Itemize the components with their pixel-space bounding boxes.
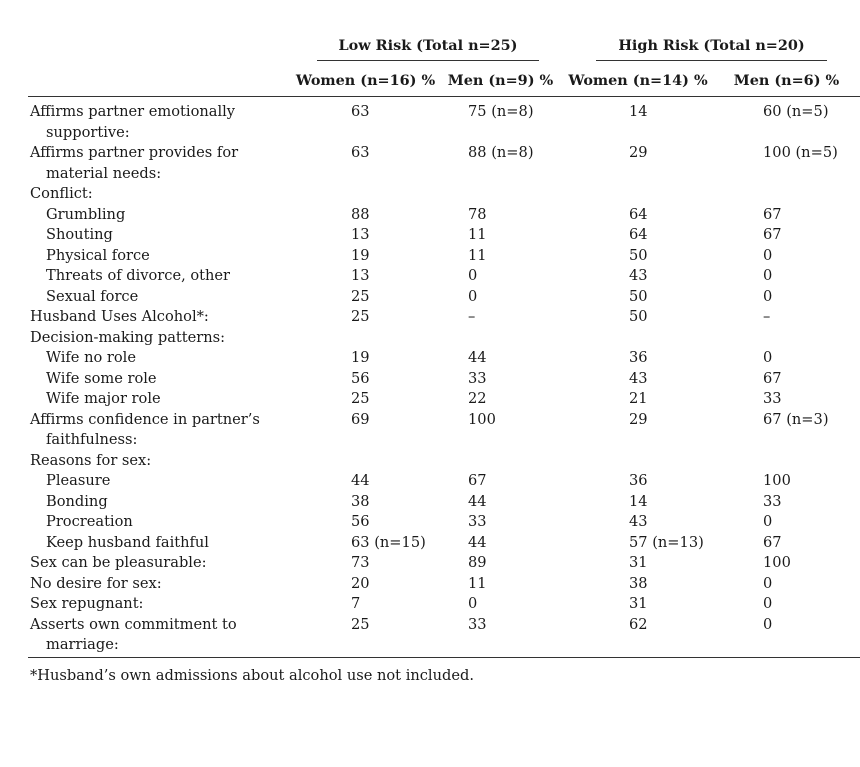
- cell-value: [713, 184, 860, 205]
- cell-value: [293, 451, 438, 472]
- cell-value: 44: [468, 492, 487, 510]
- cell-value: 21: [629, 390, 648, 407]
- cell-value: 22: [468, 390, 487, 407]
- table-row: [28, 164, 860, 185]
- cell-value: [438, 328, 563, 349]
- cell-value: [713, 328, 860, 349]
- table-row: [28, 184, 860, 205]
- cell-value: 63 (n=15): [351, 533, 426, 551]
- table-row: [28, 328, 860, 349]
- table-body: [28, 97, 860, 656]
- row-label: Reasons for sex:: [30, 451, 152, 469]
- group-header-row: [28, 34, 860, 65]
- cell-value: 67: [763, 369, 782, 387]
- cell-value: 38: [629, 574, 648, 592]
- cell-value: [563, 451, 713, 472]
- cell-value: 100 (n=5): [763, 144, 838, 161]
- cell-value: 0: [468, 595, 478, 612]
- cell-value: [563, 635, 713, 656]
- cell-value: [438, 451, 563, 472]
- row-label: Sex can be pleasurable:: [30, 554, 207, 571]
- table-row: [28, 246, 860, 267]
- cell-value: 0: [468, 267, 478, 284]
- cell-value: 0: [763, 615, 773, 633]
- row-label: Wife no role: [46, 349, 136, 366]
- cell-value: 0: [763, 574, 773, 592]
- cell-value: 50: [629, 308, 648, 325]
- row-label: Sexual force: [46, 287, 139, 305]
- col-men-low: Men (n=9) %: [438, 65, 563, 97]
- table-row: [28, 369, 860, 390]
- cell-value: 67 (n=3): [763, 410, 829, 428]
- table-row: [28, 389, 860, 410]
- cell-value: [713, 451, 860, 472]
- table-row: [28, 123, 860, 144]
- cell-value: 100: [763, 472, 791, 489]
- cell-value: 100: [468, 410, 496, 428]
- cell-value: [293, 635, 438, 656]
- cell-value: 56: [351, 513, 370, 530]
- cell-value: 43: [629, 369, 648, 387]
- cell-value: 25: [351, 615, 370, 633]
- cell-value: [563, 123, 713, 144]
- cell-value: 67: [763, 533, 782, 551]
- cell-value: 25: [351, 390, 370, 407]
- row-label: Keep husband faithful: [46, 533, 209, 551]
- cell-value: [293, 123, 438, 144]
- row-label: Affirms partner emotionally: [30, 103, 236, 120]
- cell-value: [293, 184, 438, 205]
- cell-value: 11: [468, 226, 487, 243]
- cell-value: 50: [629, 287, 648, 305]
- cell-value: 50: [629, 246, 648, 264]
- cell-value: 25: [351, 287, 370, 305]
- cell-value: 14: [629, 103, 648, 120]
- table-row: [28, 574, 860, 595]
- data-table-container: [28, 34, 860, 656]
- table-row: [28, 492, 860, 513]
- cell-value: 89: [468, 554, 487, 571]
- cell-value: [713, 164, 860, 185]
- cell-value: 67: [763, 205, 782, 223]
- row-label: Decision-making patterns:: [30, 328, 226, 346]
- cell-value: 20: [351, 574, 370, 592]
- cell-value: 63: [351, 103, 370, 120]
- cell-value: 88 (n=8): [468, 144, 534, 161]
- cell-value: 43: [629, 513, 648, 530]
- table-row: [28, 225, 860, 246]
- table-row: [28, 205, 860, 226]
- cell-value: 0: [763, 267, 773, 284]
- row-label: faithfulness:: [46, 431, 138, 448]
- row-label: Pleasure: [46, 472, 111, 489]
- cell-value: 88: [351, 205, 370, 223]
- cell-value: [438, 184, 563, 205]
- cell-value: 78: [468, 205, 487, 223]
- row-label: Wife some role: [46, 369, 157, 387]
- cell-value: –: [763, 308, 771, 325]
- cell-value: 13: [351, 267, 370, 284]
- column-header-row: [28, 65, 860, 97]
- cell-value: [713, 123, 860, 144]
- cell-value: 100: [763, 554, 791, 571]
- cell-value: 19: [351, 349, 370, 366]
- cell-value: 0: [468, 287, 478, 305]
- cell-value: 0: [763, 595, 773, 612]
- cell-value: 43: [629, 267, 648, 284]
- cell-value: 25: [351, 308, 370, 325]
- cell-value: 69: [351, 410, 370, 428]
- cell-value: 0: [763, 246, 773, 264]
- cell-value: 29: [629, 410, 648, 428]
- row-label: material needs:: [46, 164, 162, 182]
- table-row: [28, 512, 860, 533]
- row-label: Wife major role: [46, 390, 161, 407]
- cell-value: 44: [468, 349, 487, 366]
- cell-value: [563, 328, 713, 349]
- table-row: [28, 451, 860, 472]
- cell-value: [293, 164, 438, 185]
- table-row: [28, 97, 860, 123]
- table-row: [28, 348, 860, 369]
- table-row: [28, 307, 860, 328]
- cell-value: 62: [629, 615, 648, 633]
- table-row: [28, 471, 860, 492]
- cell-value: 0: [763, 287, 773, 305]
- cell-value: 33: [763, 390, 782, 407]
- cell-value: –: [468, 308, 476, 325]
- bottom-rule: [28, 657, 860, 658]
- cell-value: 56: [351, 369, 370, 387]
- row-label: Bonding: [46, 492, 108, 510]
- cell-value: [563, 430, 713, 451]
- table-row: [28, 430, 860, 451]
- cell-value: [563, 184, 713, 205]
- cell-value: [563, 164, 713, 185]
- cell-value: [438, 123, 563, 144]
- cell-value: 0: [763, 513, 773, 530]
- row-label: Affirms partner provides for: [30, 144, 239, 161]
- cell-value: 14: [629, 492, 648, 510]
- group-high-risk: High Risk (Total n=20): [563, 34, 860, 65]
- row-label: Asserts own commitment to: [30, 615, 237, 633]
- cell-value: 63: [351, 144, 370, 161]
- cell-value: 36: [629, 349, 648, 366]
- cell-value: [293, 430, 438, 451]
- row-label: Sex repugnant:: [30, 595, 144, 612]
- row-label: supportive:: [46, 123, 130, 141]
- header-blank-2: [28, 65, 293, 97]
- table-row: [28, 143, 860, 164]
- cell-value: [438, 430, 563, 451]
- row-label: Procreation: [46, 513, 133, 530]
- cell-value: 60 (n=5): [763, 103, 829, 120]
- cell-value: 33: [763, 492, 782, 510]
- cell-value: 44: [468, 533, 487, 551]
- row-label: Threats of divorce, other: [46, 267, 231, 284]
- cell-value: 67: [468, 472, 487, 489]
- cell-value: [438, 635, 563, 656]
- cell-value: 13: [351, 226, 370, 243]
- table-row: [28, 615, 860, 636]
- cell-value: 33: [468, 513, 487, 530]
- cell-value: [713, 430, 860, 451]
- table-row: [28, 287, 860, 308]
- data-table: [28, 34, 860, 656]
- cell-value: 73: [351, 554, 370, 571]
- row-label: Physical force: [46, 246, 150, 264]
- group-low-risk: Low Risk (Total n=25): [293, 34, 563, 65]
- row-label: marriage:: [46, 636, 119, 653]
- footnote: *Husband’s own admissions about alcohol use not included.: [30, 667, 474, 684]
- col-women-high: Women (n=14) %: [563, 65, 713, 97]
- col-men-high: Men (n=6) %: [713, 65, 860, 97]
- table-row: [28, 533, 860, 554]
- table-row: [28, 594, 860, 615]
- cell-value: 67: [763, 226, 782, 243]
- cell-value: [713, 635, 860, 656]
- table-row: [28, 266, 860, 287]
- cell-value: 11: [468, 246, 487, 264]
- cell-value: 33: [468, 615, 487, 633]
- row-label: Shouting: [46, 226, 113, 243]
- col-women-low: Women (n=16) %: [293, 65, 438, 97]
- cell-value: 64: [629, 205, 648, 223]
- cell-value: 11: [468, 574, 487, 592]
- cell-value: [293, 328, 438, 349]
- cell-value: 31: [629, 595, 648, 612]
- cell-value: 75 (n=8): [468, 103, 534, 120]
- table-row: [28, 553, 860, 574]
- cell-value: 19: [351, 246, 370, 264]
- cell-value: 31: [629, 554, 648, 571]
- cell-value: 0: [763, 349, 773, 366]
- row-label: Grumbling: [46, 205, 126, 223]
- header-blank: [28, 34, 293, 65]
- cell-value: 38: [351, 492, 370, 510]
- cell-value: 7: [351, 595, 361, 612]
- row-label: Affirms confidence in partner’s: [30, 410, 260, 428]
- cell-value: 44: [351, 472, 370, 489]
- cell-value: 57 (n=13): [629, 533, 704, 551]
- cell-value: 64: [629, 226, 648, 243]
- cell-value: 33: [468, 369, 487, 387]
- cell-value: 36: [629, 472, 648, 489]
- row-label: Conflict:: [30, 185, 93, 202]
- table-row: [28, 410, 860, 431]
- table-row: [28, 635, 860, 656]
- row-label: No desire for sex:: [30, 574, 162, 592]
- row-label: Husband Uses Alcohol*:: [30, 308, 209, 325]
- cell-value: 29: [629, 144, 648, 161]
- cell-value: [438, 164, 563, 185]
